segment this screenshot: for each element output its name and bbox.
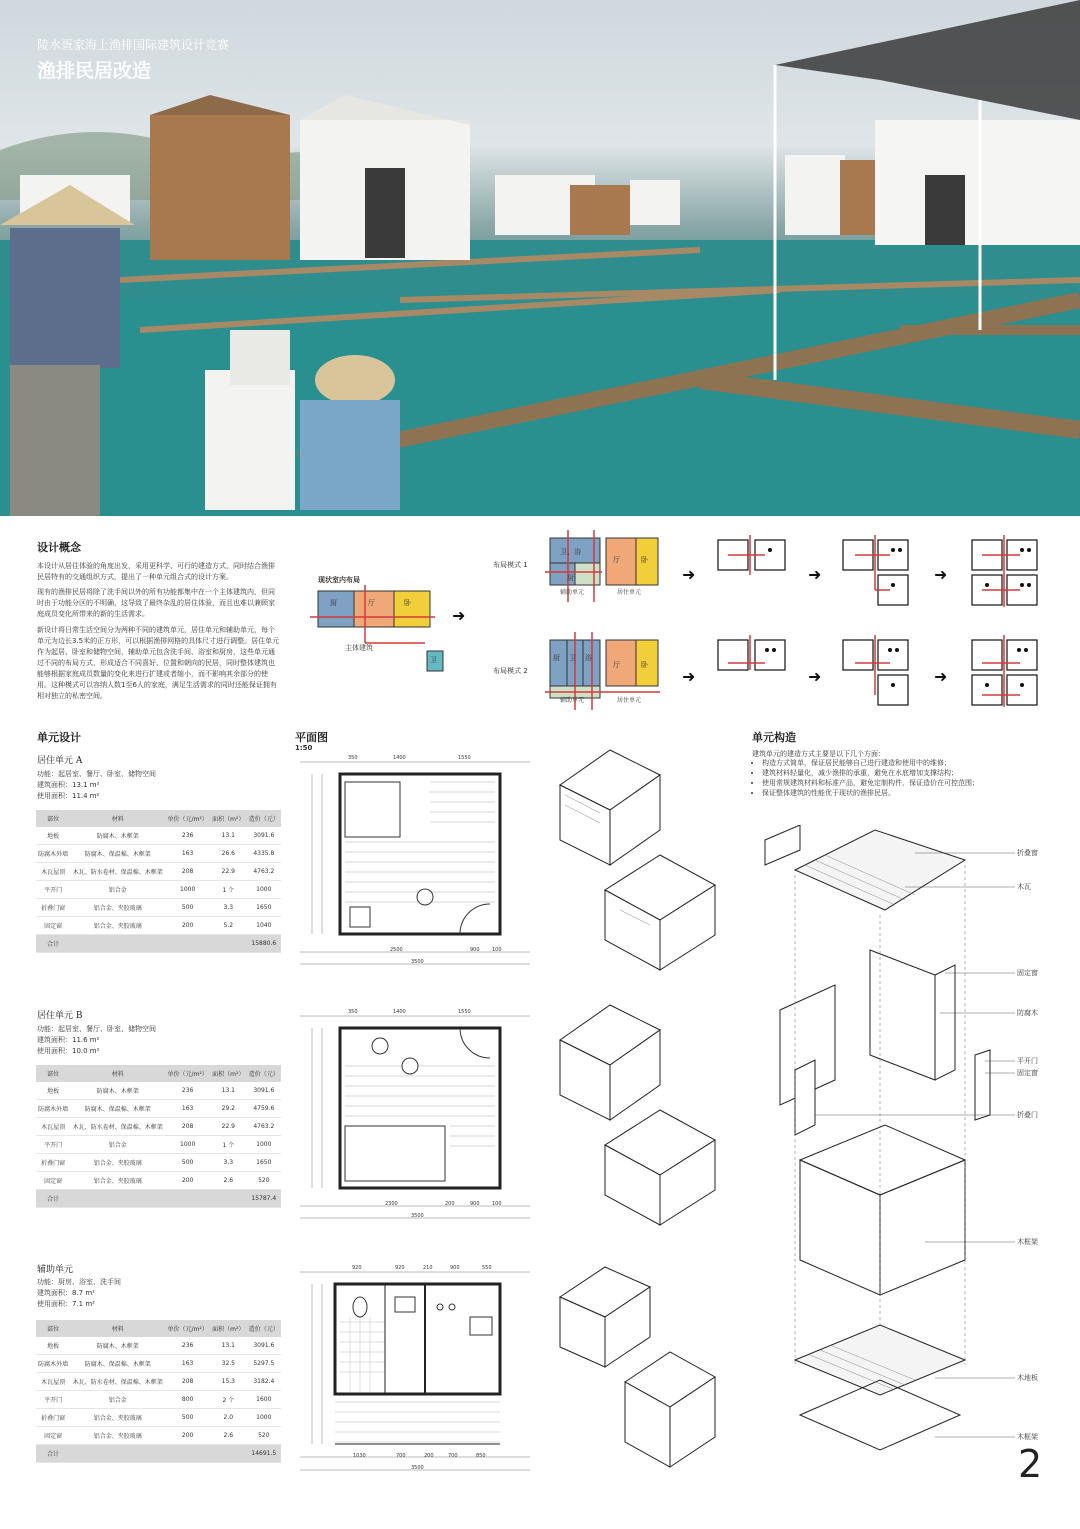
dimension-label: 1400 [393,755,406,761]
cell: 防腐木、保温棉、木框架 [70,1355,165,1373]
cell: 3091.6 [247,1082,281,1100]
layer-label-fixed-window-2: 固定窗 [1017,1069,1038,1077]
table-header-row [36,1065,281,1082]
plan-aux-unit [300,1262,530,1484]
cell: 木瓦、防水卷材、保温棉、木框架 [70,863,165,881]
unit-a-cost-table [36,810,281,953]
dimension-total: 3500 [411,1213,424,1219]
cell: 236 [165,827,210,845]
cell: 22.9 [210,863,247,881]
cell: 折叠门窗 [36,1154,70,1172]
table-row [36,899,281,917]
concept-paragraph-1: 本设计从居住体验的角度出发，采用更科学、可行的建造方式，同时结合渔排民居特有的交通组织方式，提出了一种单元组合式的设计方案。 [37,562,275,581]
plan-heading: 平面图 [295,731,328,744]
cell: 防腐木外墙 [36,1100,70,1118]
cell: 木瓦屋顶 [36,863,70,881]
mode1-aux-room-2: 厨 [567,574,574,582]
cell: 1000 [247,1136,281,1154]
cell: 500 [165,1409,210,1427]
cell: 13.1 [210,1082,247,1100]
layer-label-treated-wood: 防腐木 [1017,1009,1038,1017]
table-row [36,1427,281,1445]
cell: 208 [165,863,210,881]
cell: 520 [247,1427,281,1445]
dimension-label: 1550 [458,1009,471,1015]
table-row [36,845,281,863]
column-header: 部位 [36,1320,70,1337]
mode2-living-room-2: 卧 [641,661,648,669]
table-row [36,827,281,845]
cell: 防腐木、木框架 [70,1082,165,1100]
exploded-axonometric [755,825,1015,1480]
cell: 200 [165,1427,210,1445]
cell: 合计 [36,1445,70,1463]
table-total-row [36,1190,281,1208]
cell: 208 [165,1373,210,1391]
cell: 防腐木外墙 [36,1355,70,1373]
dimension-label: 550 [482,1265,492,1271]
table-row [36,1337,281,1355]
cell: 1650 [247,899,281,917]
mode1-aux-room-1: 卫、浴 [560,548,581,556]
table-row [36,1082,281,1100]
column-header: 造价（元） [247,810,281,827]
unit-a-name: 居住单元 A [37,756,83,766]
cell: 木瓦、防水卷材、保温棉、木框架 [70,1118,165,1136]
room-living: 厅 [368,599,375,607]
layer-label-hinged-door: 平开门 [1017,1057,1038,1065]
column-header: 面积（m²） [210,1320,247,1337]
table-total-row [36,1445,281,1463]
mode1-living-room-1: 厅 [613,556,620,564]
cell: 2.6 [210,1427,247,1445]
column-header: 材料 [70,810,165,827]
concept-paragraph-3: 新设计将日常生活空间分为两种不同的建筑单元，居住单元和辅助单元，每个单元为边长3.5米的正方形，可以根据渔排网格的具体尺寸进行调整。居住单元作为起居、卧室和储物空间，辅助单元包含洗手间、浴室和厨房，这些单元通过不同的布局方式，形成适合不同喜好、位置和朝向的民居，同时整体建筑也能够根据家庭成员数量的变化来进行扩建或者缩小，而不影响其余部分的使用。这种模式可以容纳人数1至6人的家庭，满足生活需求的同时还能保证拥有相对独立的私密空间。 [37,626,280,700]
mode2-aux-label: 辅助单元 [560,697,585,704]
arrow-icon: ➜ [808,565,822,584]
list-item: • 使用常规建筑材料和标准产品，避免定制构件，保证造价在可控范围； [762,778,1052,788]
aux-unit-build-area: 建筑面积：8.7 m² [37,1289,95,1297]
mode2-living-room-1: 厅 [613,661,620,669]
table-row [36,1118,281,1136]
room-bedroom: 卧 [404,599,411,607]
dimension-label: 700 [396,1453,406,1459]
cell: 3091.6 [247,827,281,845]
cell: 4335.8 [247,845,281,863]
dimension-label: 2300 [385,1201,398,1207]
mode1-living-room-2: 卧 [641,556,648,564]
cell: 500 [165,899,210,917]
unit-a-build-area: 建筑面积：13.1 m² [37,781,100,789]
concept-paragraph-2: 现有的渔排民居将除了洗手间以外的所有功能都集中在一个主体建筑内，但同时由于功能分区的不明确，这导致了最终杂乱的居住体验，而且也难以兼顾家庭成员变化所带来的新的生活需求。 [37,588,275,618]
cell: 500 [165,1154,210,1172]
cell: 15787.4 [247,1190,281,1208]
dimension-label: 200 [445,1201,455,1207]
mode1-living-label: 居住单元 [617,589,642,596]
layer-label-wood-frame: 木框架 [1017,1238,1038,1246]
room-kitchen: 厨 [330,599,337,607]
cell: 163 [165,1100,210,1118]
table-row [36,1391,281,1409]
table-row [36,1172,281,1190]
dimension-label: 900 [470,947,480,953]
cell: 520 [247,1172,281,1190]
unit-b-use-area: 使用面积：10.0 m² [37,1047,100,1055]
table-header-row [36,1320,281,1337]
column-header: 造价（元） [247,1065,281,1082]
column-header: 单价（元/m²） [165,810,210,827]
cell: 22.9 [210,1118,247,1136]
unit-b-name: 居住单元 B [37,1011,83,1021]
cell: 防腐木、保温棉、木框架 [70,845,165,863]
axonometric-aux-unit [545,1262,725,1502]
current-layout-label: 现状室内布局 [318,576,360,584]
column-header: 单价（元/m²） [165,1065,210,1082]
cell: 4759.6 [247,1100,281,1118]
cell: 平开门 [36,881,70,899]
current-layout-diagram [305,585,445,680]
cell: 163 [165,1355,210,1373]
arrow-icon: ➜ [452,606,466,625]
dimension-label: 350 [348,1009,358,1015]
dimension-label: 210 [423,1265,433,1271]
table-row [36,881,281,899]
layer-label-wood-frame-2: 木框架 [1017,1433,1038,1441]
dimension-total: 3500 [411,959,424,965]
cell: 29.2 [210,1100,247,1118]
plan-unit-a [300,752,530,974]
cell: 32.5 [210,1355,247,1373]
page-number: 2 [1018,1442,1043,1486]
cell: 铝合金、夹胶玻璃 [70,1172,165,1190]
cell: 铝合金、夹胶玻璃 [70,917,165,935]
dimension-label: 1030 [353,1453,366,1459]
dimension-label: 900 [470,1201,480,1207]
construction-points [752,758,1052,798]
cell: 1000 [247,1409,281,1427]
arrow-icon: ➜ [934,667,948,686]
cell: 防腐木外墙 [36,845,70,863]
unit-b-cost-table [36,1065,281,1208]
mode1-aux-label: 辅助单元 [560,589,585,596]
cell: 木瓦、防水卷材、保温棉、木框架 [70,1373,165,1391]
poster-title: 渔排民居改造 [37,60,152,82]
cell: 13.1 [210,1337,247,1355]
table-row [36,863,281,881]
unit-b-function: 功能：起居室、餐厅、卧室、储物空间 [37,1025,156,1033]
cell: 铝合金、夹胶玻璃 [70,1409,165,1427]
cell: 4763.2 [247,863,281,881]
aux-unit-cost-table [36,1320,281,1463]
cell: 208 [165,1118,210,1136]
table-total-row [36,935,281,953]
unit-a-use-area: 使用面积：11.4 m² [37,792,100,800]
mode1-label: 布局模式 1 [493,561,528,569]
cell: 2 个 [210,1391,247,1409]
cell: 固定窗 [36,1172,70,1190]
list-item: • 建筑材料轻量化，减少渔排的承重，避免在水底增加支撑结构； [762,768,1052,778]
list-item: • 保证整体建筑的性能优于现状的渔排民居。 [762,788,1052,798]
cell: 地板 [36,1337,70,1355]
column-header: 材料 [70,1320,165,1337]
column-header: 部位 [36,810,70,827]
column-header: 面积（m²） [210,1065,247,1082]
cell: 1000 [165,1136,210,1154]
toilet-label: 卫 [430,656,437,664]
cell: 15.3 [210,1373,247,1391]
cell: 地板 [36,827,70,845]
cell: 1650 [247,1154,281,1172]
aux-unit-name: 辅助单元 [37,1265,74,1275]
cell: 合计 [36,935,70,953]
mode2-aux-room-2: 卫 [569,654,576,662]
cell: 1040 [247,917,281,935]
cell: 固定窗 [36,1427,70,1445]
cell: 平开门 [36,1391,70,1409]
plan-scale: 1:50 [295,744,313,752]
layer-label-wood-shingle: 木瓦 [1017,883,1031,891]
cell: 铝合金 [70,881,165,899]
aux-unit-function: 功能：厨房、浴室、洗手间 [37,1278,121,1286]
table-row [36,1355,281,1373]
cell: 163 [165,845,210,863]
dimension-label: 920 [395,1265,405,1271]
unit-b-build-area: 建筑面积：11.6 m² [37,1036,100,1044]
unit-a-function: 功能：起居室、餐厅、卧室、储物空间 [37,770,156,778]
cell: 防腐木、木框架 [70,1337,165,1355]
table-row [36,917,281,935]
list-item: • 构造方式简单，保证居民能够自己进行建造和使用中的维修； [762,758,1052,768]
cell: 1600 [247,1391,281,1409]
cell: 2.6 [210,1172,247,1190]
cell: 3.3 [210,899,247,917]
column-header: 面积（m²） [210,810,247,827]
cell: 木瓦屋顶 [36,1118,70,1136]
cell: 合计 [36,1190,70,1208]
arrow-icon: ➜ [808,667,822,686]
table-row [36,1409,281,1427]
cell: 3091.6 [247,1337,281,1355]
concept-heading: 设计概念 [37,541,81,554]
expansion-sequence-diagram [710,535,1050,710]
cell: 铝合金、夹胶玻璃 [70,899,165,917]
cell: 236 [165,1337,210,1355]
axonometric-unit-b [545,1000,725,1240]
dimension-label: 350 [348,755,358,761]
cell: 1000 [165,881,210,899]
cell: 地板 [36,1082,70,1100]
dimension-label: 100 [492,1201,502,1207]
column-header: 单价（元/m²） [165,1320,210,1337]
table-row [36,1100,281,1118]
cell: 防腐木、木框架 [70,827,165,845]
cell: 26.6 [210,845,247,863]
dimension-total: 3500 [411,1465,424,1471]
column-header: 材料 [70,1065,165,1082]
construction-intro: 建筑单元的建造方式主要是以下几个方面： [752,750,885,758]
cell: 折叠门窗 [36,1409,70,1427]
cell: 平开门 [36,1136,70,1154]
cell: 1 个 [210,881,247,899]
layer-label-folding-window: 折叠窗 [1017,849,1038,857]
table-row [36,1154,281,1172]
cell: 5297.5 [247,1355,281,1373]
cell: 铝合金 [70,1136,165,1154]
cell: 铝合金、夹胶玻璃 [70,1154,165,1172]
cell: 铝合金 [70,1391,165,1409]
dimension-label: 1550 [458,755,471,761]
cell: 14691.5 [247,1445,281,1463]
cell: 3.3 [210,1154,247,1172]
cell: 固定窗 [36,917,70,935]
cell: 236 [165,1082,210,1100]
cell: 5.2 [210,917,247,935]
cell: 折叠门窗 [36,899,70,917]
cell: 800 [165,1391,210,1409]
cell: 木瓦屋顶 [36,1373,70,1391]
column-header: 部位 [36,1065,70,1082]
dimension-label: 1400 [393,1009,406,1015]
dimension-label: 200 [424,1453,434,1459]
dimension-label: 2500 [390,947,403,953]
axonometric-unit-a [545,745,725,985]
mode2-living-label: 居住单元 [617,697,642,704]
arrow-icon: ➜ [934,565,948,584]
cell: 铝合金、夹胶玻璃 [70,1427,165,1445]
table-row [36,1373,281,1391]
column-header: 造价（元） [247,1320,281,1337]
cell: 防腐木、保温棉、木框架 [70,1100,165,1118]
cell: 13.1 [210,827,247,845]
dimension-label: 700 [448,1453,458,1459]
layer-label-wood-floor: 木地板 [1017,1374,1038,1382]
mode2-aux-room-3: 浴 [585,654,592,662]
dimension-label: 100 [492,947,502,953]
unit-design-heading: 单元设计 [37,731,81,744]
cell: 2.0 [210,1409,247,1427]
mode2-label: 布局模式 2 [493,667,528,675]
arrow-icon: ➜ [682,667,696,686]
cell: 4763.2 [247,1118,281,1136]
dimension-label: 920 [352,1265,362,1271]
hero-render-image [0,0,1080,516]
cell: 3182.4 [247,1373,281,1391]
construction-heading: 单元构造 [752,731,796,744]
layer-label-fixed-window: 固定窗 [1017,969,1038,977]
main-building-label: 主体建筑 [345,644,373,652]
table-header-row [36,810,281,827]
table-row [36,1136,281,1154]
cell: 200 [165,917,210,935]
mode2-aux-room-1: 厨 [553,654,560,662]
plan-unit-b [300,1006,530,1228]
cell: 1000 [247,881,281,899]
aux-unit-use-area: 使用面积：7.1 m² [37,1300,95,1308]
dimension-label: 900 [450,1265,460,1271]
cell: 1 个 [210,1136,247,1154]
cell: 15880.6 [247,935,281,953]
competition-title: 陵水疍家海上渔排国际建筑设计竞赛 [37,38,230,52]
render-scene [0,0,1080,516]
cell: 200 [165,1172,210,1190]
dimension-label: 850 [476,1453,486,1459]
arrow-icon: ➜ [682,565,696,584]
layer-label-folding-door: 折叠门 [1017,1111,1038,1119]
